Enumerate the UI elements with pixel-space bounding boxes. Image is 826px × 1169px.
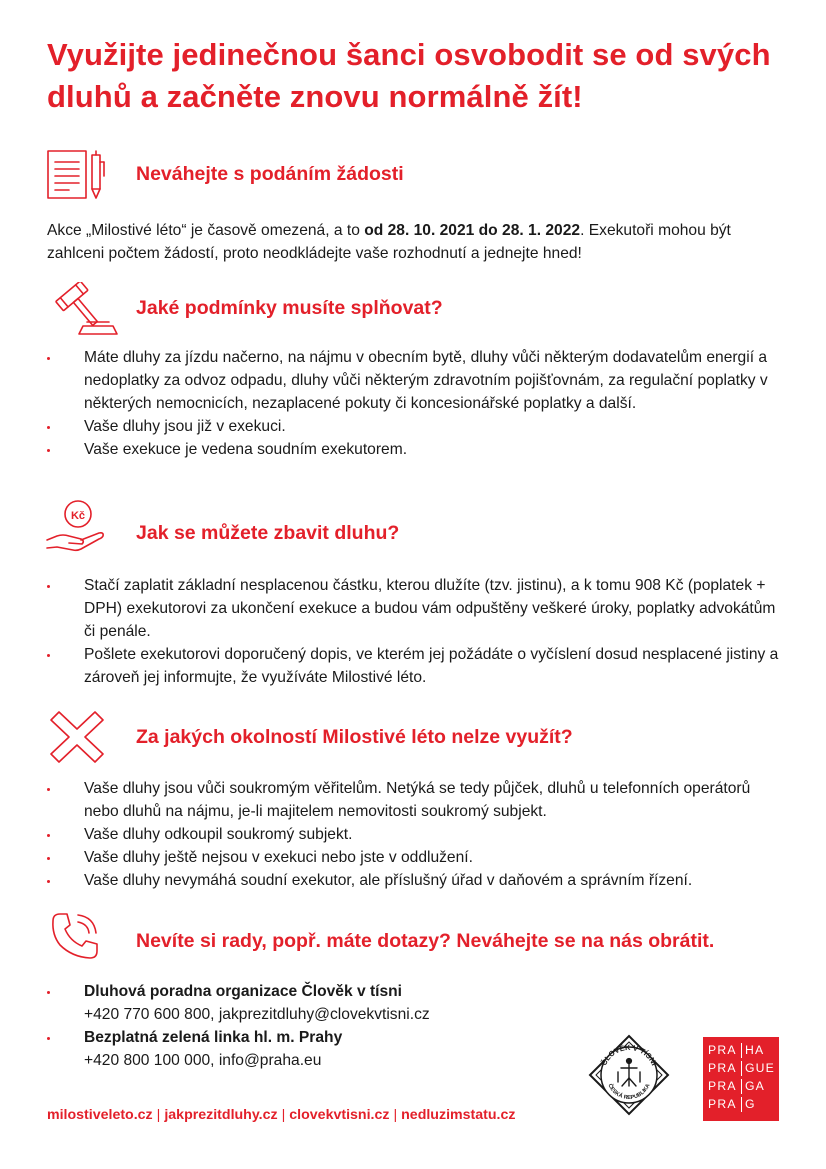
application-text: Akce „Milostivé léto“ je časově omezená, a to od 28. 10. 2021 do 28. 1. 2022. Exekutoři mohou být zahlceni počtem žádostí, proto neodkládejte vaše rozhodnutí a jednejte hned! — [47, 222, 731, 262]
footer-link[interactable]: clovekvtisni.cz — [289, 1107, 390, 1123]
contact-list — [47, 980, 787, 1072]
contact-item — [47, 980, 787, 1026]
footer-link[interactable]: nedluzimstatu.cz — [401, 1107, 516, 1123]
list-item: Vaše exekuce je vedena soudním exekutorem. — [47, 438, 787, 461]
exclusions-list — [47, 777, 787, 892]
footer-link[interactable]: milostiveleto.cz — [47, 1107, 153, 1123]
contact-details: +420 770 600 800, jakprezitdluhy@clovekvtisni.cz — [84, 1006, 430, 1023]
footer-links: milostiveleto.cz | jakprezitdluhy.cz | clovekvtisni.cz | nedluzimstatu.cz — [47, 1107, 516, 1123]
footer-link[interactable]: jakprezitdluhy.cz — [164, 1107, 278, 1123]
list-item: Pošlete exekutorovi doporučený dopis, ve kterém jej požádáte o vyčíslení dosud nesplacené jistiny a zároveň jej informujte, že využíváte Milostivé léto. — [47, 643, 787, 689]
page-title: Využijte jedinečnou šanci osvobodit se od svých dluhů a začněte znovu normálně žít! — [47, 37, 771, 114]
list-item: Vaše dluhy odkoupil soukromý subjekt. — [47, 823, 787, 846]
clovek-v-tisni-logo — [588, 1034, 670, 1121]
section-heading-how-to: Jak se můžete zbavit dluhu? — [136, 522, 400, 544]
hand-coin-icon — [45, 499, 107, 555]
coin-label: Kč — [70, 510, 86, 522]
svg-text:ČLOVĚK V TÍSNI: ČLOVĚK V TÍSNI — [599, 1042, 659, 1067]
svg-text:ČESKÁ REPUBLIKA: ČESKÁ REPUBLIKA — [606, 1082, 652, 1102]
gavel-icon — [47, 282, 119, 336]
document-pen-icon — [47, 150, 107, 200]
conditions-list — [47, 346, 787, 461]
section-heading-conditions: Jaké podmínky musíte splňovat? — [136, 297, 443, 319]
contact-details: +420 800 100 000, info@praha.eu — [84, 1052, 322, 1069]
section-heading-exclusions: Za jakých okolností Milostivé léto nelze využít? — [136, 726, 573, 748]
how-to-list — [47, 574, 787, 689]
list-item: Vaše dluhy jsou vůči soukromým věřitelům. Netýká se tedy půjček, dluhů u telefonních operátorů nebo dluhů na nájmu, je-li majitelem nemovitosti soukromý subjekt. — [47, 777, 787, 823]
section-heading-contact: Nevíte si rady, popř. máte dotazy? Neváhejte se na nás obrátit. — [136, 930, 715, 952]
list-item: Stačí zaplatit základní nesplacenou částku, kterou dlužíte (tzv. jistinu), a k tomu 908 Kč (poplatek + DPH) exekutorovi za ukončení exekuce a budou vám odpuštěny veškeré úroky, poplatky advokátům či penále. — [47, 574, 787, 643]
cross-icon — [49, 710, 105, 764]
list-item: Vaše dluhy jsou již v exekuci. — [47, 415, 787, 438]
list-item: Vaše dluhy nevymáhá soudní exekutor, ale příslušný úřad v daňovém a správním řízení. — [47, 869, 787, 892]
contact-name: Bezplatná zelená linka hl. m. Prahy — [84, 1029, 343, 1046]
phone-icon — [50, 911, 100, 961]
section-heading-application: Neváhejte s podáním žádosti — [136, 163, 404, 185]
praha-logo: PRA HA PRA GUE PRA GA PRA G — [703, 1037, 779, 1121]
contact-item — [47, 1026, 787, 1072]
contact-name: Dluhová poradna organizace Člověk v tísni — [84, 983, 403, 1000]
list-item: Máte dluhy za jízdu načerno, na nájmu v obecním bytě, dluhy vůči některým dodavatelům energií a nedoplatky za odvoz odpadu, dluhy vůči některým zdravotním pojišťovnám, za regulační poplatky v některých nemocnicích, nezaplacené pokuty či koncesionářské poplatky a další. — [47, 346, 787, 415]
list-item: Vaše dluhy ještě nejsou v exekuci nebo jste v oddlužení. — [47, 846, 787, 869]
